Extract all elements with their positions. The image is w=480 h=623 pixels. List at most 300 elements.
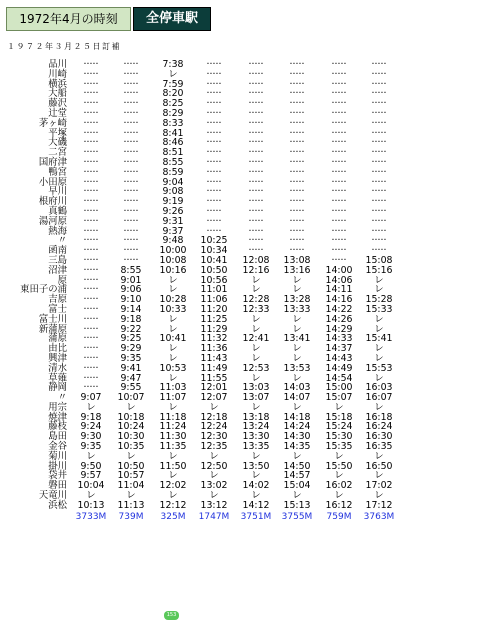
- time-cell: 16:50: [365, 460, 393, 472]
- time-cell: レ: [209, 490, 219, 502]
- time-cell: レ: [168, 68, 178, 80]
- time-cell: 9:29: [120, 343, 142, 355]
- time-cell: ·····: [289, 156, 305, 168]
- time-cell: 10:00: [159, 245, 187, 257]
- time-cell: 12:35: [200, 441, 228, 453]
- time-cell: 12:08: [242, 254, 270, 266]
- time-cell: レ: [168, 274, 178, 286]
- time-cell: ·····: [123, 215, 139, 227]
- time-cell: 10:16: [159, 264, 187, 276]
- time-cell: 9:22: [120, 323, 142, 335]
- time-cell: レ: [251, 274, 261, 286]
- time-cell: 11:32: [200, 333, 228, 345]
- time-cell: 15:33: [365, 303, 393, 315]
- time-cell: 10:13: [77, 499, 105, 511]
- time-cell: 11:13: [117, 499, 145, 511]
- time-cell: ·····: [331, 254, 347, 266]
- time-cell: ·····: [83, 147, 99, 159]
- time-cell: ·····: [83, 313, 99, 325]
- station-name: 吉原: [48, 294, 67, 306]
- time-cell: ·····: [83, 294, 99, 306]
- train-type-icon: 153: [164, 611, 179, 620]
- time-cell: 9:50: [80, 460, 102, 472]
- time-cell: ·····: [289, 166, 305, 178]
- station-row: [0, 178, 480, 188]
- time-cell: ·····: [83, 88, 99, 100]
- time-cell: 9:31: [162, 215, 184, 227]
- station-row: [0, 256, 480, 266]
- time-cell: 10:08: [159, 254, 187, 266]
- time-cell: ·····: [248, 186, 264, 198]
- station-name: 藤沢: [48, 98, 67, 110]
- time-cell: 8:55: [162, 156, 184, 168]
- station-row: [0, 168, 480, 178]
- time-cell: ·····: [331, 147, 347, 159]
- station-row: [0, 187, 480, 197]
- time-cell: ·····: [123, 117, 139, 129]
- time-cell: ·····: [206, 78, 222, 90]
- time-cell: レ: [292, 490, 302, 502]
- time-cell: 13:33: [283, 303, 311, 315]
- train-number[interactable]: 1747M: [198, 511, 230, 522]
- time-cell: ·····: [289, 245, 305, 257]
- time-cell: ·····: [289, 127, 305, 139]
- time-cell: ·····: [83, 78, 99, 90]
- time-cell: 9:37: [162, 225, 184, 237]
- time-cell: ·····: [206, 186, 222, 198]
- station-name: 富士川: [38, 313, 67, 325]
- time-cell: 12:01: [200, 382, 228, 394]
- time-cell: 13:08: [283, 254, 311, 266]
- time-cell: 10:33: [159, 303, 187, 315]
- time-cell: レ: [292, 352, 302, 364]
- station-row: [0, 471, 480, 481]
- time-cell: ·····: [206, 215, 222, 227]
- station-name: 熱海: [48, 225, 67, 237]
- train-number-row: [0, 512, 480, 522]
- train-number[interactable]: 739M: [118, 511, 144, 522]
- time-cell: 13:07: [242, 392, 270, 404]
- train-number[interactable]: 759M: [326, 511, 352, 522]
- time-cell: 12:53: [242, 362, 270, 374]
- station-row: [0, 491, 480, 501]
- time-cell: 10:35: [117, 441, 145, 453]
- time-cell: 14:02: [242, 480, 270, 492]
- time-cell: ·····: [206, 176, 222, 188]
- time-cell: ·····: [83, 137, 99, 149]
- time-cell: ·····: [289, 117, 305, 129]
- station-name: 磐田: [48, 480, 67, 492]
- time-cell: ·····: [331, 215, 347, 227]
- time-cell: レ: [251, 343, 261, 355]
- time-cell: 10:34: [200, 245, 228, 257]
- time-cell: ·····: [206, 127, 222, 139]
- time-cell: レ: [251, 450, 261, 462]
- time-cell: レ: [126, 401, 136, 413]
- time-cell: ·····: [83, 323, 99, 335]
- time-cell: ·····: [248, 245, 264, 257]
- time-cell: 8:33: [162, 117, 184, 129]
- time-cell: ·····: [371, 245, 387, 257]
- time-cell: ·····: [371, 68, 387, 80]
- time-cell: 11:07: [159, 392, 187, 404]
- time-cell: ·····: [83, 343, 99, 355]
- station-name: 富士: [48, 303, 67, 315]
- time-cell: 12:41: [242, 333, 270, 345]
- time-cell: ·····: [83, 352, 99, 364]
- time-cell: ·····: [206, 225, 222, 237]
- time-cell: 10:18: [117, 411, 145, 423]
- time-cell: 16:24: [365, 421, 393, 433]
- time-cell: ·····: [123, 88, 139, 100]
- time-cell: ·····: [83, 333, 99, 345]
- time-cell: 9:26: [162, 205, 184, 217]
- time-cell: レ: [209, 470, 219, 482]
- time-cell: ·····: [83, 254, 99, 266]
- time-cell: ·····: [289, 88, 305, 100]
- time-cell: レ: [251, 284, 261, 296]
- station-name: 焼津: [48, 411, 67, 423]
- time-cell: ·····: [123, 78, 139, 90]
- time-cell: ·····: [123, 127, 139, 139]
- time-cell: ·····: [248, 88, 264, 100]
- station-name: 蒲原: [48, 333, 67, 345]
- station-name: 原: [57, 274, 67, 286]
- time-cell: 12:16: [242, 264, 270, 276]
- time-cell: 15:04: [283, 480, 311, 492]
- time-cell: ·····: [123, 166, 139, 178]
- time-cell: レ: [251, 313, 261, 325]
- time-cell: ·····: [123, 186, 139, 198]
- time-cell: 14:18: [283, 411, 311, 423]
- time-cell: ·····: [371, 117, 387, 129]
- time-cell: ·····: [289, 98, 305, 110]
- time-cell: レ: [374, 352, 384, 364]
- time-cell: 16:35: [365, 441, 393, 453]
- station-row: [0, 60, 480, 70]
- time-cell: ·····: [123, 68, 139, 80]
- time-cell: ·····: [248, 98, 264, 110]
- time-cell: ·····: [289, 205, 305, 217]
- station-row: [0, 70, 480, 80]
- time-cell: 11:55: [200, 372, 228, 384]
- time-cell: 14:43: [325, 352, 353, 364]
- time-cell: レ: [374, 372, 384, 384]
- time-cell: ·····: [206, 137, 222, 149]
- station-row: [0, 442, 480, 452]
- time-cell: レ: [86, 401, 96, 413]
- station-name: 根府川: [38, 196, 67, 208]
- time-cell: 11:01: [200, 284, 228, 296]
- station-name: 掛川: [48, 460, 67, 472]
- time-cell: ·····: [289, 78, 305, 90]
- time-cell: ·····: [289, 225, 305, 237]
- time-cell: ·····: [331, 88, 347, 100]
- time-cell: レ: [334, 470, 344, 482]
- time-cell: ·····: [289, 147, 305, 159]
- time-cell: 9:57: [80, 470, 102, 482]
- station-name: 品川: [48, 59, 67, 70]
- station-row: [0, 315, 480, 325]
- station-row: [0, 393, 480, 403]
- train-number[interactable]: 3751M: [240, 511, 272, 522]
- time-cell: 14:33: [325, 333, 353, 345]
- station-row: [0, 452, 480, 462]
- time-cell: ·····: [371, 78, 387, 90]
- time-cell: ·····: [83, 59, 99, 70]
- time-cell: 9:48: [162, 235, 184, 247]
- time-cell: 9:04: [162, 176, 184, 188]
- time-cell: ·····: [331, 156, 347, 168]
- time-cell: 15:50: [325, 460, 353, 472]
- time-cell: 13:24: [242, 421, 270, 433]
- time-cell: 15:08: [365, 254, 393, 266]
- time-cell: ·····: [83, 225, 99, 237]
- train-number[interactable]: 325M: [160, 511, 186, 522]
- time-cell: 11:30: [159, 431, 187, 443]
- train-number[interactable]: 3733M: [75, 511, 107, 522]
- time-cell: 16:12: [325, 499, 353, 511]
- time-cell: 13:03: [242, 382, 270, 394]
- time-cell: ·····: [371, 137, 387, 149]
- station-name: 国府津: [38, 156, 67, 168]
- time-cell: ·····: [83, 107, 99, 119]
- time-cell: ·····: [371, 156, 387, 168]
- train-number[interactable]: 3755M: [281, 511, 313, 522]
- time-cell: 12:24: [200, 421, 228, 433]
- time-cell: ·····: [123, 205, 139, 217]
- time-cell: ·····: [289, 137, 305, 149]
- time-cell: ·····: [206, 59, 222, 70]
- station-name: 真鶴: [48, 205, 67, 217]
- time-cell: レ: [334, 490, 344, 502]
- time-cell: 10:41: [200, 254, 228, 266]
- time-cell: ·····: [289, 107, 305, 119]
- time-cell: 15:24: [325, 421, 353, 433]
- time-cell: 10:24: [117, 421, 145, 433]
- time-cell: ·····: [83, 205, 99, 217]
- time-cell: レ: [374, 274, 384, 286]
- station-name: 用宗: [48, 401, 67, 413]
- time-cell: 9:07: [80, 392, 102, 404]
- station-row: [0, 354, 480, 364]
- time-cell: 10:07: [117, 392, 145, 404]
- time-cell: ·····: [206, 117, 222, 129]
- station-name: 〃: [57, 392, 67, 404]
- time-cell: ·····: [331, 205, 347, 217]
- time-cell: ·····: [206, 98, 222, 110]
- time-cell: レ: [168, 323, 178, 335]
- time-cell: 15:13: [283, 499, 311, 511]
- time-cell: ·····: [206, 166, 222, 178]
- time-cell: 9:35: [80, 441, 102, 453]
- time-cell: ·····: [123, 176, 139, 188]
- time-cell: 10:30: [117, 431, 145, 443]
- time-cell: 11:29: [200, 323, 228, 335]
- time-cell: 10:50: [200, 264, 228, 276]
- station-row: [0, 432, 480, 442]
- time-cell: 14:29: [325, 323, 353, 335]
- time-cell: ·····: [83, 362, 99, 374]
- time-cell: ·····: [371, 107, 387, 119]
- time-cell: ·····: [83, 127, 99, 139]
- time-cell: ·····: [83, 176, 99, 188]
- time-cell: 11:50: [159, 460, 187, 472]
- station-name: 大船: [48, 88, 67, 100]
- time-cell: 16:30: [365, 431, 393, 443]
- time-cell: 14:16: [325, 294, 353, 306]
- time-cell: 7:38: [162, 59, 184, 70]
- time-cell: レ: [292, 372, 302, 384]
- time-cell: レ: [209, 450, 219, 462]
- station-name: 平塚: [48, 127, 67, 139]
- time-cell: 11:24: [159, 421, 187, 433]
- time-cell: 14:03: [283, 382, 311, 394]
- time-cell: 12:28: [242, 294, 270, 306]
- time-cell: 15:07: [325, 392, 353, 404]
- station-row: [0, 403, 480, 413]
- time-cell: ·····: [206, 196, 222, 208]
- time-cell: ·····: [331, 196, 347, 208]
- time-cell: ·····: [371, 235, 387, 247]
- time-cell: 14:49: [325, 362, 353, 374]
- time-cell: ·····: [248, 225, 264, 237]
- time-cell: レ: [168, 372, 178, 384]
- time-cell: ·····: [248, 235, 264, 247]
- station-row: [0, 344, 480, 354]
- time-cell: ·····: [248, 147, 264, 159]
- time-cell: ·····: [331, 59, 347, 70]
- station-name: 辻堂: [48, 107, 67, 119]
- time-cell: 8:55: [120, 264, 142, 276]
- time-cell: ·····: [248, 205, 264, 217]
- time-cell: 14:50: [283, 460, 311, 472]
- station-row: [0, 383, 480, 393]
- station-row: [0, 119, 480, 129]
- time-cell: 11:25: [200, 313, 228, 325]
- time-cell: ·····: [248, 78, 264, 90]
- station-name: 浜松: [48, 499, 67, 511]
- time-cell: レ: [168, 284, 178, 296]
- time-cell: 15:28: [365, 294, 393, 306]
- time-cell: ·····: [248, 196, 264, 208]
- station-row: [0, 481, 480, 491]
- time-cell: ·····: [123, 196, 139, 208]
- time-cell: 10:28: [159, 294, 187, 306]
- time-cell: ·····: [206, 88, 222, 100]
- time-cell: レ: [374, 401, 384, 413]
- station-name: 早川: [48, 186, 67, 198]
- station-name: 金谷: [48, 441, 67, 453]
- station-name: 函南: [48, 245, 67, 257]
- time-cell: ·····: [248, 117, 264, 129]
- station-name: 小田原: [38, 176, 67, 188]
- time-cell: レ: [168, 450, 178, 462]
- time-cell: レ: [374, 490, 384, 502]
- timetable: [0, 60, 480, 522]
- station-row: [0, 374, 480, 384]
- time-cell: ·····: [371, 196, 387, 208]
- station-row: [0, 305, 480, 315]
- station-name: 二宮: [48, 147, 67, 159]
- time-cell: 11:06: [200, 294, 228, 306]
- time-cell: 9:18: [80, 411, 102, 423]
- time-cell: 12:07: [200, 392, 228, 404]
- time-cell: 16:07: [365, 392, 393, 404]
- time-cell: 11:03: [159, 382, 187, 394]
- time-cell: ·····: [289, 235, 305, 247]
- time-cell: ·····: [331, 186, 347, 198]
- time-cell: ·····: [248, 215, 264, 227]
- time-cell: 15:53: [365, 362, 393, 374]
- time-cell: レ: [374, 313, 384, 325]
- time-cell: ·····: [289, 186, 305, 198]
- time-cell: 11:43: [200, 352, 228, 364]
- time-cell: レ: [168, 490, 178, 502]
- time-cell: ·····: [83, 196, 99, 208]
- time-cell: ·····: [206, 156, 222, 168]
- time-cell: 14:54: [325, 372, 353, 384]
- time-cell: ·····: [83, 215, 99, 227]
- time-cell: 13:28: [283, 294, 311, 306]
- station-name: 湯河原: [38, 215, 67, 227]
- station-name: 由比: [48, 343, 67, 355]
- station-name: 菊川: [48, 450, 67, 462]
- time-cell: ·····: [83, 274, 99, 286]
- station-row: [0, 295, 480, 305]
- station-name: 鴨宮: [48, 166, 67, 178]
- time-cell: 13:30: [242, 431, 270, 443]
- station-row: [0, 158, 480, 168]
- station-row: [0, 217, 480, 227]
- station-row: [0, 276, 480, 286]
- time-cell: ·····: [83, 98, 99, 110]
- station-name: 〃: [57, 235, 67, 247]
- time-cell: レ: [292, 284, 302, 296]
- time-cell: 7:59: [162, 78, 184, 90]
- station-name: 興津: [48, 352, 67, 364]
- station-name: 東田子の浦: [20, 284, 67, 296]
- time-cell: 9:10: [120, 294, 142, 306]
- time-cell: ·····: [331, 98, 347, 110]
- time-cell: 12:30: [200, 431, 228, 443]
- station-row: [0, 207, 480, 217]
- time-cell: ·····: [206, 68, 222, 80]
- time-cell: レ: [168, 352, 178, 364]
- time-cell: ·····: [248, 127, 264, 139]
- station-name: 藤枝: [48, 421, 67, 433]
- train-number[interactable]: 3763M: [363, 511, 395, 522]
- time-cell: 13:16: [283, 264, 311, 276]
- time-cell: 9:19: [162, 196, 184, 208]
- time-cell: レ: [292, 450, 302, 462]
- time-cell: ·····: [123, 225, 139, 237]
- time-cell: 16:02: [325, 480, 353, 492]
- time-cell: 9:35: [120, 352, 142, 364]
- time-cell: レ: [251, 323, 261, 335]
- time-cell: 9:25: [120, 333, 142, 345]
- station-row: [0, 109, 480, 119]
- time-cell: 13:41: [283, 333, 311, 345]
- time-cell: レ: [86, 450, 96, 462]
- time-cell: 17:12: [365, 499, 393, 511]
- time-cell: 9:41: [120, 362, 142, 374]
- time-cell: ·····: [206, 205, 222, 217]
- time-cell: レ: [374, 323, 384, 335]
- time-cell: 10:56: [200, 274, 228, 286]
- time-cell: ·····: [248, 59, 264, 70]
- time-cell: ·····: [206, 107, 222, 119]
